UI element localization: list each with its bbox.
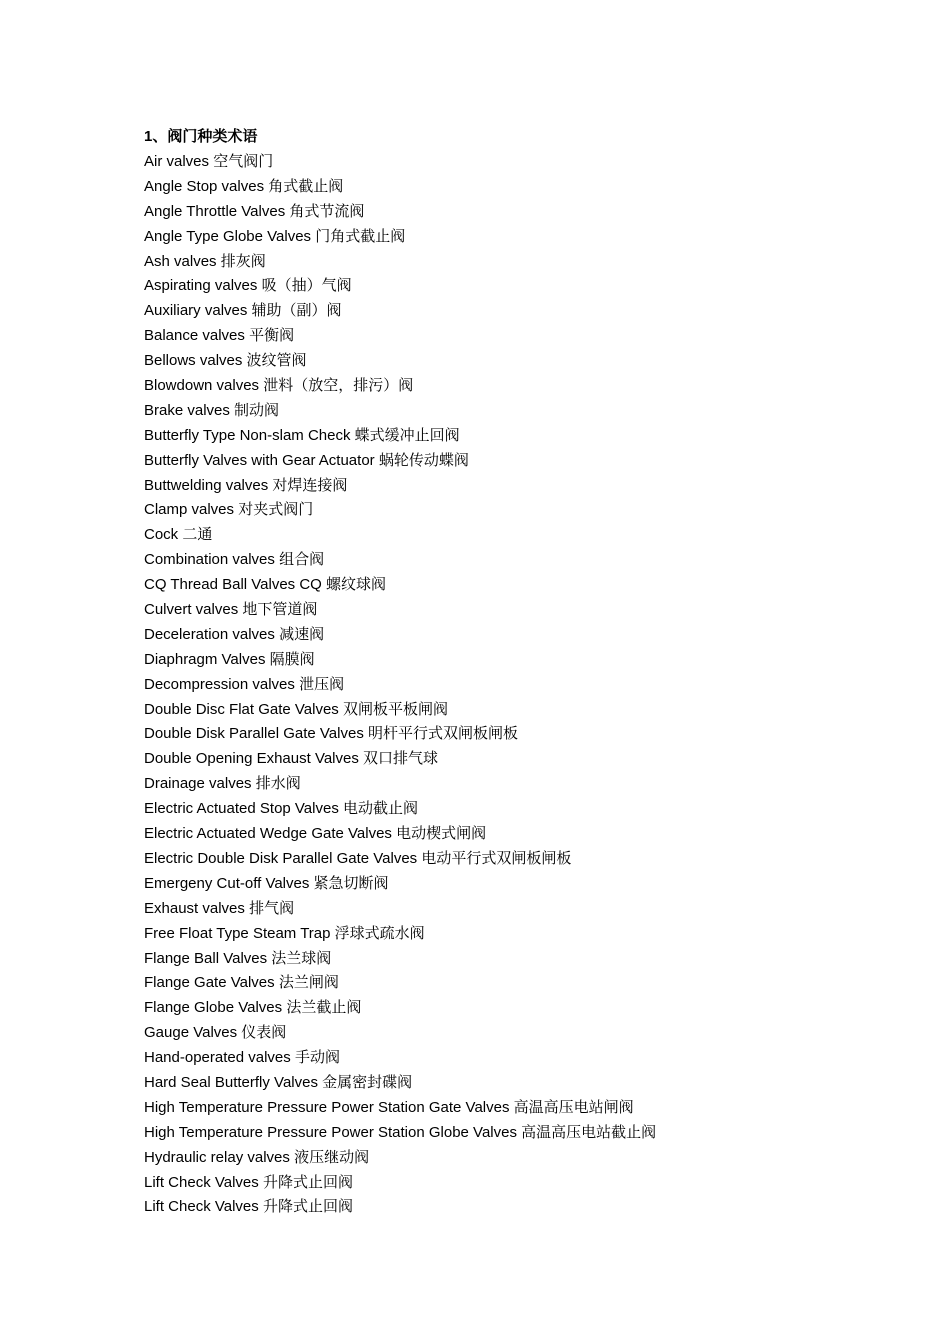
- term-chinese: 组合阀: [279, 550, 325, 569]
- term-english: Blowdown valves: [144, 377, 260, 395]
- term-row: [144, 473, 864, 498]
- document-content: [144, 124, 864, 1219]
- term-chinese: 法兰闸阀: [278, 973, 339, 992]
- term-english: Butterfly Valves with Gear Actuator: [144, 451, 375, 469]
- term-chinese: 制动阀: [234, 400, 280, 419]
- term-english: High Temperature Pressure Power Station Globe Valves: [144, 1123, 517, 1141]
- term-english: Butterfly Type Non-slam Check: [144, 426, 351, 444]
- term-chinese: 高温高压电站截止阀: [521, 1122, 657, 1141]
- term-row: [144, 522, 864, 547]
- term-english: Flange Gate Valves: [144, 974, 275, 992]
- term-row: [144, 1070, 864, 1095]
- term-chinese: 二通: [182, 525, 213, 544]
- term-english: Clamp valves: [144, 501, 235, 519]
- term-chinese: 泄压阀: [299, 674, 345, 693]
- term-english: Emergeny Cut-off Valves: [144, 874, 310, 892]
- term-chinese: 对焊连接阀: [272, 475, 348, 494]
- term-english: Decompression valves: [144, 675, 295, 693]
- term-row: [144, 572, 864, 597]
- term-english: Electric Double Disk Parallel Gate Valves: [144, 849, 418, 867]
- term-english: Culvert valves: [144, 601, 239, 619]
- term-english: Lift Check Valves: [144, 1198, 259, 1216]
- term-english: CQ Thread Ball Valves CQ: [144, 576, 322, 594]
- term-chinese: 排水阀: [255, 774, 301, 793]
- term-english: Buttwelding valves: [144, 476, 269, 494]
- term-row: [144, 323, 864, 348]
- term-english: Gauge Valves: [144, 1024, 238, 1042]
- term-english: Exhaust valves: [144, 899, 245, 917]
- term-chinese: 浮球式疏水阀: [334, 923, 425, 942]
- term-row: [144, 1120, 864, 1145]
- term-row: [144, 746, 864, 771]
- term-english: Flange Ball Valves: [144, 949, 268, 967]
- term-row: [144, 597, 864, 622]
- term-chinese: 紧急切断阀: [313, 873, 389, 892]
- term-chinese: 辅助（副）阀: [251, 301, 342, 320]
- term-chinese: 螺纹球阀: [326, 575, 387, 594]
- term-chinese: 角式截止阀: [268, 176, 344, 195]
- term-row: [144, 672, 864, 697]
- term-row: [144, 1145, 864, 1170]
- term-row: [144, 896, 864, 921]
- term-row: [144, 224, 864, 249]
- section-heading: 1、阀门种类术语: [144, 128, 258, 145]
- term-row: [144, 1194, 864, 1219]
- term-row: [144, 149, 864, 174]
- term-chinese: 地下管道阀: [242, 600, 318, 619]
- term-chinese: 减速阀: [279, 624, 325, 643]
- term-chinese: 电动截止阀: [343, 799, 419, 818]
- term-chinese: 角式节流阀: [289, 201, 365, 220]
- term-row: [144, 398, 864, 423]
- term-row: [144, 423, 864, 448]
- term-row: [144, 697, 864, 722]
- term-english: Lift Check Valves: [144, 1173, 259, 1191]
- term-english: Brake valves: [144, 401, 230, 419]
- term-list: [144, 149, 864, 1219]
- term-chinese: 空气阀门: [213, 152, 274, 170]
- term-chinese: 蜗轮传动蝶阀: [378, 450, 469, 469]
- term-chinese: 排灰阀: [220, 251, 266, 270]
- term-row: [144, 721, 864, 746]
- term-row: [144, 174, 864, 199]
- term-english: Electric Actuated Wedge Gate Valves: [144, 825, 392, 843]
- term-row: [144, 622, 864, 647]
- term-english: Diaphragm Valves: [144, 650, 266, 668]
- term-english: Flange Globe Valves: [144, 999, 283, 1017]
- term-chinese: 双口排气球: [363, 749, 439, 768]
- term-row: [144, 970, 864, 995]
- term-english: Cock: [144, 526, 179, 544]
- term-english: Double Opening Exhaust Valves: [144, 750, 359, 768]
- term-chinese: 电动楔式闸阀: [396, 824, 487, 843]
- term-row: [144, 1020, 864, 1045]
- term-chinese: 排气阀: [249, 898, 295, 917]
- term-row: [144, 796, 864, 821]
- term-english: Deceleration valves: [144, 625, 275, 643]
- term-chinese: 高温高压电站闸阀: [513, 1097, 634, 1116]
- term-chinese: 法兰球阀: [271, 948, 332, 967]
- term-row: [144, 871, 864, 896]
- term-chinese: 升降式止回阀: [262, 1197, 353, 1216]
- term-row: [144, 547, 864, 572]
- term-english: Hard Seal Butterfly Valves: [144, 1073, 318, 1091]
- term-english: Bellows valves: [144, 352, 243, 370]
- term-chinese: 门角式截止阀: [315, 226, 406, 245]
- term-english: Hand-operated valves: [144, 1049, 291, 1067]
- term-english: Combination valves: [144, 551, 275, 569]
- term-row: [144, 946, 864, 971]
- term-row: [144, 249, 864, 274]
- term-chinese: 泄料（放空，排污）阀: [263, 376, 414, 395]
- term-chinese: 蝶式缓冲止回阀: [354, 425, 460, 444]
- term-chinese: 吸（抽）气阀: [261, 276, 352, 295]
- term-english: Angle Stop valves: [144, 177, 265, 195]
- term-chinese: 液压继动阀: [294, 1147, 370, 1166]
- term-row: [144, 448, 864, 473]
- term-chinese: 法兰截止阀: [286, 998, 362, 1017]
- term-english: Balance valves: [144, 327, 245, 345]
- term-chinese: 仪表阀: [241, 1023, 287, 1042]
- term-row: [144, 995, 864, 1020]
- term-row: [144, 373, 864, 398]
- term-english: Air valves: [144, 153, 210, 170]
- term-row: [144, 1170, 864, 1195]
- term-english: Electric Actuated Stop Valves: [144, 800, 339, 818]
- term-chinese: 电动平行式双闸板闸板: [421, 848, 572, 867]
- term-row: [144, 273, 864, 298]
- term-english: Angle Type Globe Valves: [144, 227, 312, 245]
- term-row: [144, 647, 864, 672]
- term-english: Double Disc Flat Gate Valves: [144, 700, 339, 718]
- term-chinese: 明杆平行式双闸板闸板: [368, 724, 519, 743]
- term-english: Double Disk Parallel Gate Valves: [144, 725, 364, 743]
- term-chinese: 升降式止回阀: [262, 1172, 353, 1191]
- term-row: [144, 497, 864, 522]
- term-english: Free Float Type Steam Trap: [144, 924, 331, 942]
- term-row: [144, 846, 864, 871]
- term-row: [144, 821, 864, 846]
- term-english: Auxiliary valves: [144, 302, 248, 320]
- term-english: Aspirating valves: [144, 277, 258, 295]
- term-chinese: 手动阀: [294, 1048, 340, 1067]
- term-row: [144, 199, 864, 224]
- term-english: Ash valves: [144, 252, 217, 270]
- term-chinese: 双闸板平板闸阀: [342, 699, 448, 718]
- term-row: [144, 348, 864, 373]
- term-chinese: 对夹式阀门: [238, 500, 314, 519]
- term-row: [144, 1045, 864, 1070]
- term-row: [144, 771, 864, 796]
- term-english: Hydraulic relay valves: [144, 1148, 290, 1166]
- term-english: High Temperature Pressure Power Station Gate Valves: [144, 1098, 510, 1116]
- term-english: Angle Throttle Valves: [144, 202, 286, 220]
- term-row: [144, 298, 864, 323]
- term-chinese: 平衡阀: [249, 326, 295, 345]
- term-row: [144, 1095, 864, 1120]
- term-chinese: 隔膜阀: [269, 649, 315, 668]
- term-chinese: 波纹管阀: [246, 351, 307, 370]
- term-english: Drainage valves: [144, 775, 252, 793]
- term-chinese: 金属密封碟阀: [322, 1072, 413, 1091]
- term-row: [144, 921, 864, 946]
